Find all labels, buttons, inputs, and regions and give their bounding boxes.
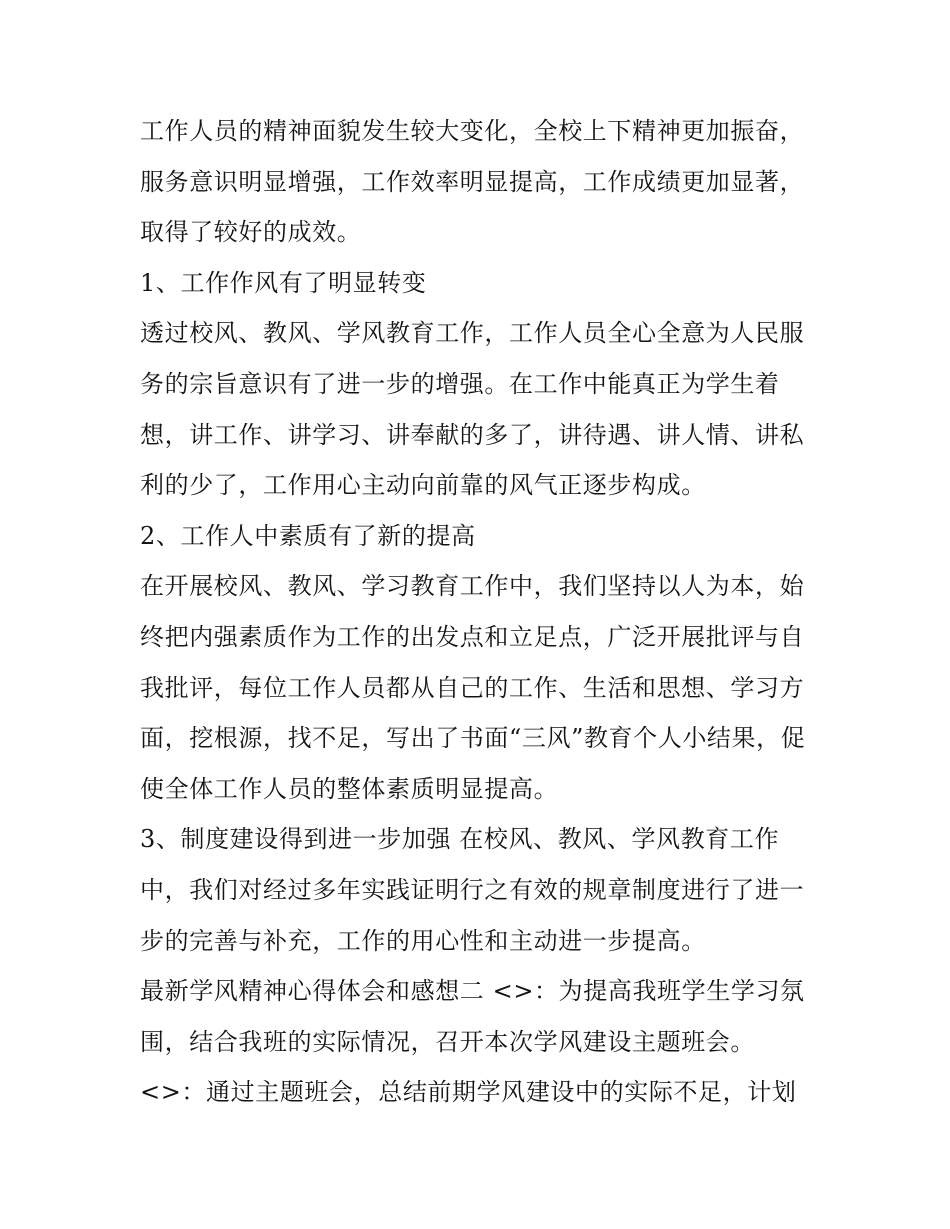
text-line: 工作人员的精神面貌发生较大变化，全校上下精神更加振奋， [140, 117, 805, 145]
text-line: 使全体工作人员的整体素质明显提高。 [140, 774, 559, 803]
text-line: 最新学风精神心得体会和感想二 <>：为提高我班学生学习氛 [140, 977, 805, 1006]
text-line: 在开展校风、教风、学习教育工作中，我们坚持以人为本，始 [140, 572, 805, 601]
section-heading-3: 3、制度建设得到进一步加强 在校风、教风、学风教育工作 [140, 825, 780, 854]
text-line: 务的宗旨意识有了进一步的增强。在工作中能真正为学生着 [140, 369, 780, 398]
text-line: 我批评，每位工作人员都从自己的工作、生活和思想、学习方 [140, 673, 805, 702]
section-heading-2: 2、工作人中素质有了新的提高 [140, 521, 476, 550]
text-line: 中，我们对经过多年实践证明行之有效的规章制度进行了进一 [140, 875, 805, 904]
text-line: 服务意识明显增强，工作效率明显提高，工作成绩更加显著， [140, 167, 805, 196]
text-line: 取得了较好的成效。 [140, 218, 362, 247]
text-line: <>：通过主题班会，总结前期学风建设中的实际不足，计划 [140, 1078, 797, 1107]
document-body [140, 106, 820, 1118]
text-line: 利的少了，工作用心主动向前靠的风气正逐步构成。 [140, 471, 706, 500]
section-heading-1: 1、工作作风有了明显转变 [140, 268, 427, 297]
text-line: 终把内强素质作为工作的出发点和立足点，广泛开展批评与自 [140, 622, 805, 651]
text-line: 透过校风、教风、学风教育工作，工作人员全心全意为人民服 [140, 319, 805, 348]
text-line: 想，讲工作、讲学习、讲奉献的多了，讲待遇、讲人情、讲私 [140, 420, 805, 449]
text-line: 面，挖根源，找不足，写出了书面“三风”教育个人小结果，促 [140, 724, 806, 753]
text-line: 围，结合我班的实际情况，召开本次学风建设主题班会。 [140, 1027, 755, 1056]
text-line: 步的完善与补充，工作的用心性和主动进一步提高。 [140, 926, 706, 955]
